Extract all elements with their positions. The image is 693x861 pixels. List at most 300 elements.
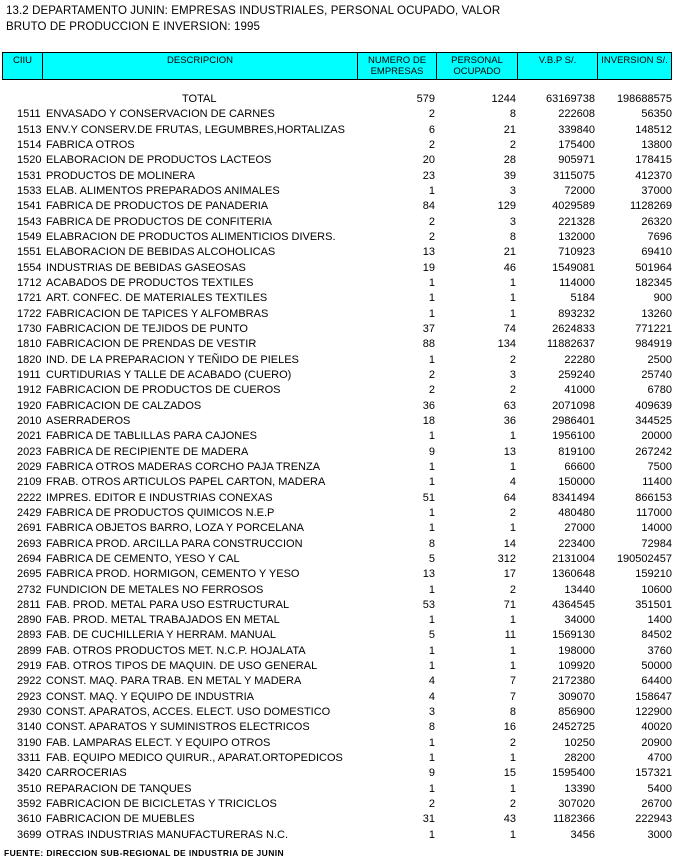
inversion-value: 1400	[647, 614, 672, 627]
personal-ocupado: 1	[509, 660, 516, 673]
num-empresas: 3	[428, 706, 435, 719]
personal-ocupado: 64	[503, 491, 516, 504]
table-row	[0, 812, 693, 827]
description: FABRICA PROD. HORMIGON, CEMENTO Y YESO	[46, 568, 300, 581]
description: FAB. LAMPARAS ELECT. Y EQUIPO OTROS	[46, 736, 271, 749]
personal-ocupado: 11	[504, 629, 516, 642]
num-empresas: 36	[422, 399, 435, 412]
ciiu-code: 1721	[17, 292, 42, 305]
description: CURTIDURIAS Y TALLE DE ACABADO (CUERO)	[46, 368, 292, 381]
vbp-value: 150000	[558, 476, 595, 489]
description: FABRICACION DE TEJIDOS DE PUNTO	[46, 322, 248, 335]
description: ASERRADEROS	[46, 414, 131, 427]
num-empresas: 13	[422, 246, 435, 259]
num-empresas: 2	[428, 215, 435, 228]
ciiu-code: 1520	[17, 154, 42, 167]
personal-ocupado: 39	[503, 169, 516, 182]
num-empresas: 1	[428, 276, 435, 289]
personal-ocupado: 17	[503, 568, 516, 581]
total-inversion: 198688575	[616, 93, 672, 105]
vbp-value: 339840	[558, 123, 595, 136]
table-row	[0, 383, 693, 398]
ciiu-code: 2010	[17, 414, 42, 427]
inversion-value: 10600	[641, 583, 672, 596]
table-row	[0, 429, 693, 444]
description: FABRICACION DE BICICLETAS Y TRICICLOS	[46, 798, 277, 811]
ciiu-code: 2922	[17, 675, 42, 688]
personal-ocupado: 1	[509, 292, 516, 305]
ciiu-code: 2021	[17, 430, 42, 443]
inversion-value: 267242	[635, 445, 672, 458]
personal-ocupado: 1	[509, 460, 516, 473]
ciiu-code: 2029	[17, 460, 42, 473]
vbp-value: 819100	[558, 445, 595, 458]
num-empresas: 2	[428, 368, 435, 381]
ciiu-code: 2693	[17, 537, 42, 550]
table-row	[0, 307, 693, 322]
description: FAB. PROD. METAL PARA USO ESTRUCTURAL	[46, 598, 290, 611]
vbp-value: 1549081	[552, 261, 595, 274]
personal-ocupado: 1	[509, 307, 516, 320]
ciiu-code: 1730	[17, 322, 42, 335]
vbp-value: 2452725	[552, 721, 595, 734]
num-empresas: 13	[422, 568, 435, 581]
description: REPARACION DE TANQUES	[46, 782, 192, 795]
num-empresas: 1	[428, 476, 435, 489]
num-empresas: 1	[428, 292, 435, 305]
num-empresas: 2	[428, 798, 435, 811]
inversion-value: 40020	[641, 721, 672, 734]
personal-ocupado: 3	[509, 368, 516, 381]
num-empresas: 4	[428, 690, 435, 703]
ciiu-code: 2023	[17, 445, 42, 458]
inversion-value: 159210	[635, 568, 672, 581]
vbp-value: 223400	[558, 537, 595, 550]
inversion-value: 117000	[636, 506, 672, 519]
personal-ocupado: 134	[497, 338, 516, 351]
inversion-value: 25740	[641, 368, 672, 381]
num-empresas: 1	[428, 782, 435, 795]
inversion-value: 344525	[635, 414, 672, 427]
num-empresas: 31	[422, 813, 435, 826]
inversion-value: 20900	[641, 736, 672, 749]
personal-ocupado: 2	[509, 353, 516, 366]
table-row	[0, 659, 693, 674]
personal-ocupado: 1	[509, 522, 516, 535]
header-inversion: INVERSION S/.	[597, 52, 672, 80]
ciiu-code: 2222	[17, 491, 42, 504]
vbp-value: 2986401	[552, 414, 595, 427]
ciiu-code: 2691	[17, 522, 42, 535]
table-row	[0, 613, 693, 628]
num-empresas: 1	[428, 736, 435, 749]
ciiu-code: 3510	[17, 782, 42, 795]
total-empresas: 579	[416, 93, 435, 105]
description: FAB. OTROS TIPOS DE MAQUIN. DE USO GENERAL	[46, 660, 318, 673]
description: CONST. MAQ. Y EQUIPO DE INDUSTRIA	[46, 690, 255, 703]
inversion-value: 20000	[641, 430, 672, 443]
personal-ocupado: 3	[509, 184, 516, 197]
ciiu-code: 1531	[17, 169, 42, 182]
vbp-value: 1182366	[552, 813, 595, 826]
table-header	[2, 52, 672, 80]
description: ART. CONFEC. DE MATERIALES TEXTILES	[46, 292, 268, 305]
inversion-value: 2500	[647, 353, 672, 366]
vbp-value: 480480	[558, 506, 595, 519]
vbp-value: 109920	[558, 660, 595, 673]
ciiu-code: 3311	[17, 752, 41, 765]
num-empresas: 9	[428, 445, 435, 458]
table-row	[0, 506, 693, 521]
table-row	[0, 276, 693, 291]
total-row	[0, 92, 693, 107]
inversion-value: 50000	[641, 660, 672, 673]
inversion-value: 64400	[641, 675, 672, 688]
num-empresas: 1	[428, 522, 435, 535]
description: ELABORACION DE PRODUCTOS LACTEOS	[46, 154, 272, 167]
personal-ocupado: 63	[503, 399, 516, 412]
personal-ocupado: 74	[503, 322, 516, 335]
table-row	[0, 782, 693, 797]
table-row	[0, 552, 693, 567]
table-row	[0, 736, 693, 751]
num-empresas: 5	[428, 629, 435, 642]
vbp-value: 34000	[564, 614, 595, 627]
description: PRODUCTOS DE MOLINERA	[46, 169, 195, 182]
num-empresas: 1	[428, 752, 435, 765]
num-empresas: 51	[422, 491, 435, 504]
personal-ocupado: 4	[509, 476, 516, 489]
description: ELABORACION DE BEBIDAS ALCOHOLICAS	[46, 246, 276, 259]
table-row	[0, 353, 693, 368]
table-row	[0, 537, 693, 552]
ciiu-code: 1543	[17, 215, 42, 228]
inversion-value: 866153	[635, 491, 672, 504]
num-empresas: 4	[428, 675, 435, 688]
description: FABRICA OBJETOS BARRO, LOZA Y PORCELANA	[46, 522, 304, 535]
inversion-value: 3760	[647, 644, 672, 657]
table-row	[0, 491, 693, 506]
description: FAB. PROD. METAL TRABAJADOS EN METAL	[46, 614, 280, 627]
inversion-value: 501964	[635, 261, 672, 274]
inversion-value: 84502	[641, 629, 672, 642]
inversion-value: 14000	[641, 522, 672, 535]
inversion-value: 409639	[635, 399, 672, 412]
ciiu-code: 1511	[17, 108, 41, 121]
table-row	[0, 521, 693, 536]
ciiu-code: 1820	[17, 353, 42, 366]
description: FABRICACION DE PRODUCTOS DE CUEROS	[46, 384, 281, 397]
table-row	[0, 184, 693, 199]
ciiu-code: 1551	[17, 246, 42, 259]
inversion-value: 157321	[635, 767, 672, 780]
vbp-value: 905971	[558, 154, 595, 167]
num-empresas: 1	[428, 828, 435, 841]
ciiu-code: 1554	[17, 261, 42, 274]
description: FAB. OTROS PRODUCTOS MET. N.C.P. HOJALATA	[46, 644, 306, 657]
table-row	[0, 414, 693, 429]
inversion-value: 222943	[635, 813, 672, 826]
personal-ocupado: 43	[503, 813, 516, 826]
ciiu-code: 1513	[17, 123, 42, 136]
description: ACABADOS DE PRODUCTOS TEXTILES	[46, 276, 254, 289]
personal-ocupado: 1	[509, 828, 516, 841]
inversion-value: 7500	[647, 460, 672, 473]
table-row	[0, 445, 693, 460]
personal-ocupado: 16	[503, 721, 516, 734]
num-empresas: 1	[428, 644, 435, 657]
table-row	[0, 567, 693, 582]
ciiu-code: 1514	[17, 138, 42, 151]
personal-ocupado: 1	[509, 782, 516, 795]
num-empresas: 37	[422, 322, 435, 335]
inversion-value: 158647	[635, 690, 672, 703]
personal-ocupado: 1	[509, 644, 516, 657]
table-row	[0, 674, 693, 689]
inversion-value: 26320	[641, 215, 672, 228]
ciiu-code: 1541	[17, 200, 42, 213]
personal-ocupado: 2	[509, 798, 516, 811]
ciiu-code: 2899	[17, 644, 42, 657]
vbp-value: 4029589	[552, 200, 595, 213]
num-empresas: 2	[428, 138, 435, 151]
ciiu-code: 3420	[17, 767, 42, 780]
header-vbp: V.B.P S/.	[517, 52, 598, 80]
inversion-value: 6780	[647, 384, 672, 397]
table-row	[0, 291, 693, 306]
num-empresas: 1	[428, 460, 435, 473]
table-row	[0, 460, 693, 475]
num-empresas: 18	[422, 414, 435, 427]
vbp-value: 198000	[558, 644, 595, 657]
vbp-value: 3115075	[552, 169, 595, 182]
description: ELAB. ALIMENTOS PREPARADOS ANIMALES	[46, 184, 280, 197]
personal-ocupado: 36	[503, 414, 516, 427]
vbp-value: 41000	[564, 384, 595, 397]
inversion-value: 69410	[641, 246, 672, 259]
header-num-empresas: NUMERO DE EMPRESAS	[357, 52, 437, 80]
inversion-value: 11400	[642, 476, 672, 489]
inversion-value: 190502457	[616, 552, 672, 565]
personal-ocupado: 21	[503, 246, 516, 259]
vbp-value: 3456	[570, 828, 595, 841]
ciiu-code: 2694	[17, 552, 42, 565]
num-empresas: 1	[428, 614, 435, 627]
table-row	[0, 199, 693, 214]
description: FABRICACION DE PRENDAS DE VESTIR	[46, 338, 257, 351]
vbp-value: 222608	[558, 108, 595, 121]
num-empresas: 84	[422, 200, 435, 213]
inversion-value: 771221	[635, 322, 672, 335]
source-note: FUENTE: DIRECCION SUB-REGIONAL DE INDUSTRIA DE JUNIN	[4, 848, 285, 858]
personal-ocupado: 2	[509, 138, 516, 151]
num-empresas: 1	[428, 353, 435, 366]
table-row	[0, 828, 693, 843]
vbp-value: 1569130	[552, 629, 595, 642]
table-row	[0, 215, 693, 230]
personal-ocupado: 3	[509, 215, 516, 228]
vbp-value: 22280	[564, 353, 595, 366]
personal-ocupado: 21	[503, 123, 516, 136]
table-row	[0, 337, 693, 352]
description: FABRICA DE PRODUCTOS DE CONFITERIA	[46, 215, 272, 228]
personal-ocupado: 8	[509, 706, 516, 719]
table-row	[0, 107, 693, 122]
vbp-value: 893232	[558, 307, 595, 320]
description: FABRICA DE PRODUCTOS QUIMICOS N.E.P	[46, 506, 275, 519]
vbp-value: 11882637	[546, 338, 595, 351]
table-row	[0, 475, 693, 490]
description: CONST. APARATOS Y SUMINISTROS ELECTRICOS	[46, 721, 310, 734]
description: FABRICA DE TABLILLAS PARA CAJONES	[46, 430, 257, 443]
description: CONST. MAQ. PARA TRAB. EN METAL Y MADERA	[46, 675, 302, 688]
table-row	[0, 797, 693, 812]
inversion-value: 7696	[647, 230, 672, 243]
inversion-value: 37000	[641, 184, 672, 197]
table-row	[0, 245, 693, 260]
personal-ocupado: 46	[503, 261, 516, 274]
vbp-value: 28200	[564, 752, 595, 765]
num-empresas: 1	[428, 307, 435, 320]
vbp-value: 1956100	[552, 430, 595, 443]
table-row	[0, 261, 693, 276]
ciiu-code: 3190	[17, 736, 42, 749]
total-personal: 1244	[491, 93, 516, 105]
inversion-value: 148512	[635, 123, 672, 136]
num-empresas: 2	[428, 384, 435, 397]
vbp-value: 10250	[564, 736, 595, 749]
personal-ocupado: 71	[503, 598, 516, 611]
personal-ocupado: 129	[497, 200, 516, 213]
personal-ocupado: 7	[509, 690, 516, 703]
description: FABRICACION DE TAPICES Y ALFOMBRAS	[46, 307, 269, 320]
vbp-value: 175400	[558, 138, 595, 151]
vbp-value: 27000	[564, 522, 595, 535]
table-row	[0, 230, 693, 245]
vbp-value: 72000	[564, 184, 595, 197]
table-row	[0, 322, 693, 337]
ciiu-code: 2109	[17, 476, 42, 489]
ciiu-code: 3610	[17, 813, 42, 826]
vbp-value: 13440	[564, 583, 595, 596]
ciiu-code: 2893	[17, 629, 42, 642]
ciiu-code: 1722	[17, 307, 42, 320]
ciiu-code: 1920	[17, 399, 42, 412]
inversion-value: 984919	[635, 338, 672, 351]
report-title-line1: 13.2 DEPARTAMENTO JUNIN: EMPRESAS INDUSTRIALES, PERSONAL OCUPADO, VALOR	[6, 5, 501, 17]
ciiu-code: 2811	[17, 598, 41, 611]
inversion-value: 178415	[635, 154, 672, 167]
ciiu-code: 2919	[17, 660, 42, 673]
vbp-value: 13390	[564, 782, 595, 795]
description: FABRICA DE PRODUCTOS DE PANADERIA	[46, 200, 269, 213]
num-empresas: 1	[428, 660, 435, 673]
table-row	[0, 169, 693, 184]
description: ENV.Y CONSERV.DE FRUTAS, LEGUMBRES,HORTALIZAS	[46, 123, 345, 136]
inversion-value: 122900	[635, 706, 672, 719]
table-row	[0, 705, 693, 720]
ciiu-code: 1533	[17, 184, 42, 197]
ciiu-code: 3592	[17, 798, 42, 811]
table-row	[0, 368, 693, 383]
num-empresas: 53	[422, 598, 435, 611]
ciiu-code: 1549	[17, 230, 42, 243]
report-title-line2: BRUTO DE PRODUCCION E INVERSION: 1995	[6, 21, 260, 33]
inversion-value: 182345	[635, 276, 672, 289]
ciiu-code: 1810	[17, 338, 42, 351]
personal-ocupado: 13	[503, 445, 516, 458]
ciiu-code: 2923	[17, 690, 42, 703]
description: OTRAS INDUSTRIAS MANUFACTURERAS N.C.	[46, 828, 289, 841]
table-row	[0, 720, 693, 735]
vbp-value: 309070	[558, 690, 595, 703]
num-empresas: 5	[428, 552, 435, 565]
table-row	[0, 153, 693, 168]
description: ENVASADO Y CONSERVACION DE CARNES	[46, 108, 275, 121]
inversion-value: 4700	[647, 752, 672, 765]
vbp-value: 221328	[558, 215, 595, 228]
personal-ocupado: 8	[509, 108, 516, 121]
personal-ocupado: 2	[509, 506, 516, 519]
vbp-value: 114000	[559, 276, 595, 289]
personal-ocupado: 2	[509, 384, 516, 397]
table-row	[0, 583, 693, 598]
ciiu-code: 2429	[17, 506, 42, 519]
description: FAB. DE CUCHILLERIA Y HERRAM. MANUAL	[46, 629, 277, 642]
table-row	[0, 628, 693, 643]
description: FABRICA OTROS	[46, 138, 135, 151]
vbp-value: 4364545	[552, 598, 595, 611]
table-row	[0, 138, 693, 153]
description: FUNDICION DE METALES NO FERROSOS	[46, 583, 264, 596]
personal-ocupado: 8	[509, 230, 516, 243]
description: CONST. APARATOS, ACCES. ELECT. USO DOMESTICO	[46, 706, 331, 719]
personal-ocupado: 14	[503, 537, 516, 550]
vbp-value: 1595400	[552, 767, 595, 780]
description: IMPRES. EDITOR E INDUSTRIAS CONEXAS	[46, 491, 273, 504]
inversion-value: 13800	[641, 138, 672, 151]
num-empresas: 1	[428, 583, 435, 596]
header-ciiu: CIIU	[2, 52, 43, 80]
inversion-value: 26700	[641, 798, 672, 811]
num-empresas: 1	[428, 184, 435, 197]
num-empresas: 9	[428, 767, 435, 780]
table-row	[0, 751, 693, 766]
description: FABRICA DE CEMENTO, YESO Y CAL	[46, 552, 240, 565]
num-empresas: 2	[428, 230, 435, 243]
description: FAB. EQUIPO MEDICO QUIRUR., APARAT.ORTOPEDICOS	[46, 752, 343, 765]
table-row	[0, 690, 693, 705]
ciiu-code: 1911	[17, 368, 41, 381]
num-empresas: 8	[428, 721, 435, 734]
ciiu-code: 2890	[17, 614, 42, 627]
table-row	[0, 123, 693, 138]
personal-ocupado: 1	[509, 276, 516, 289]
vbp-value: 307020	[558, 798, 595, 811]
vbp-value: 2131004	[552, 552, 595, 565]
total-label: TOTAL	[182, 93, 217, 105]
ciiu-code: 2695	[17, 568, 42, 581]
num-empresas: 23	[422, 169, 435, 182]
description: CARROCERIAS	[46, 767, 127, 780]
description: FABRICA DE RECIPIENTE DE MADERA	[46, 445, 249, 458]
personal-ocupado: 28	[503, 154, 516, 167]
description: FABRICA PROD. ARCILLA PARA CONSTRUCCION	[46, 537, 303, 550]
description: FRAB. OTROS ARTICULOS PAPEL CARTON, MADERA	[46, 476, 326, 489]
vbp-value: 132000	[558, 230, 595, 243]
vbp-value: 856900	[558, 706, 595, 719]
personal-ocupado: 2	[509, 736, 516, 749]
